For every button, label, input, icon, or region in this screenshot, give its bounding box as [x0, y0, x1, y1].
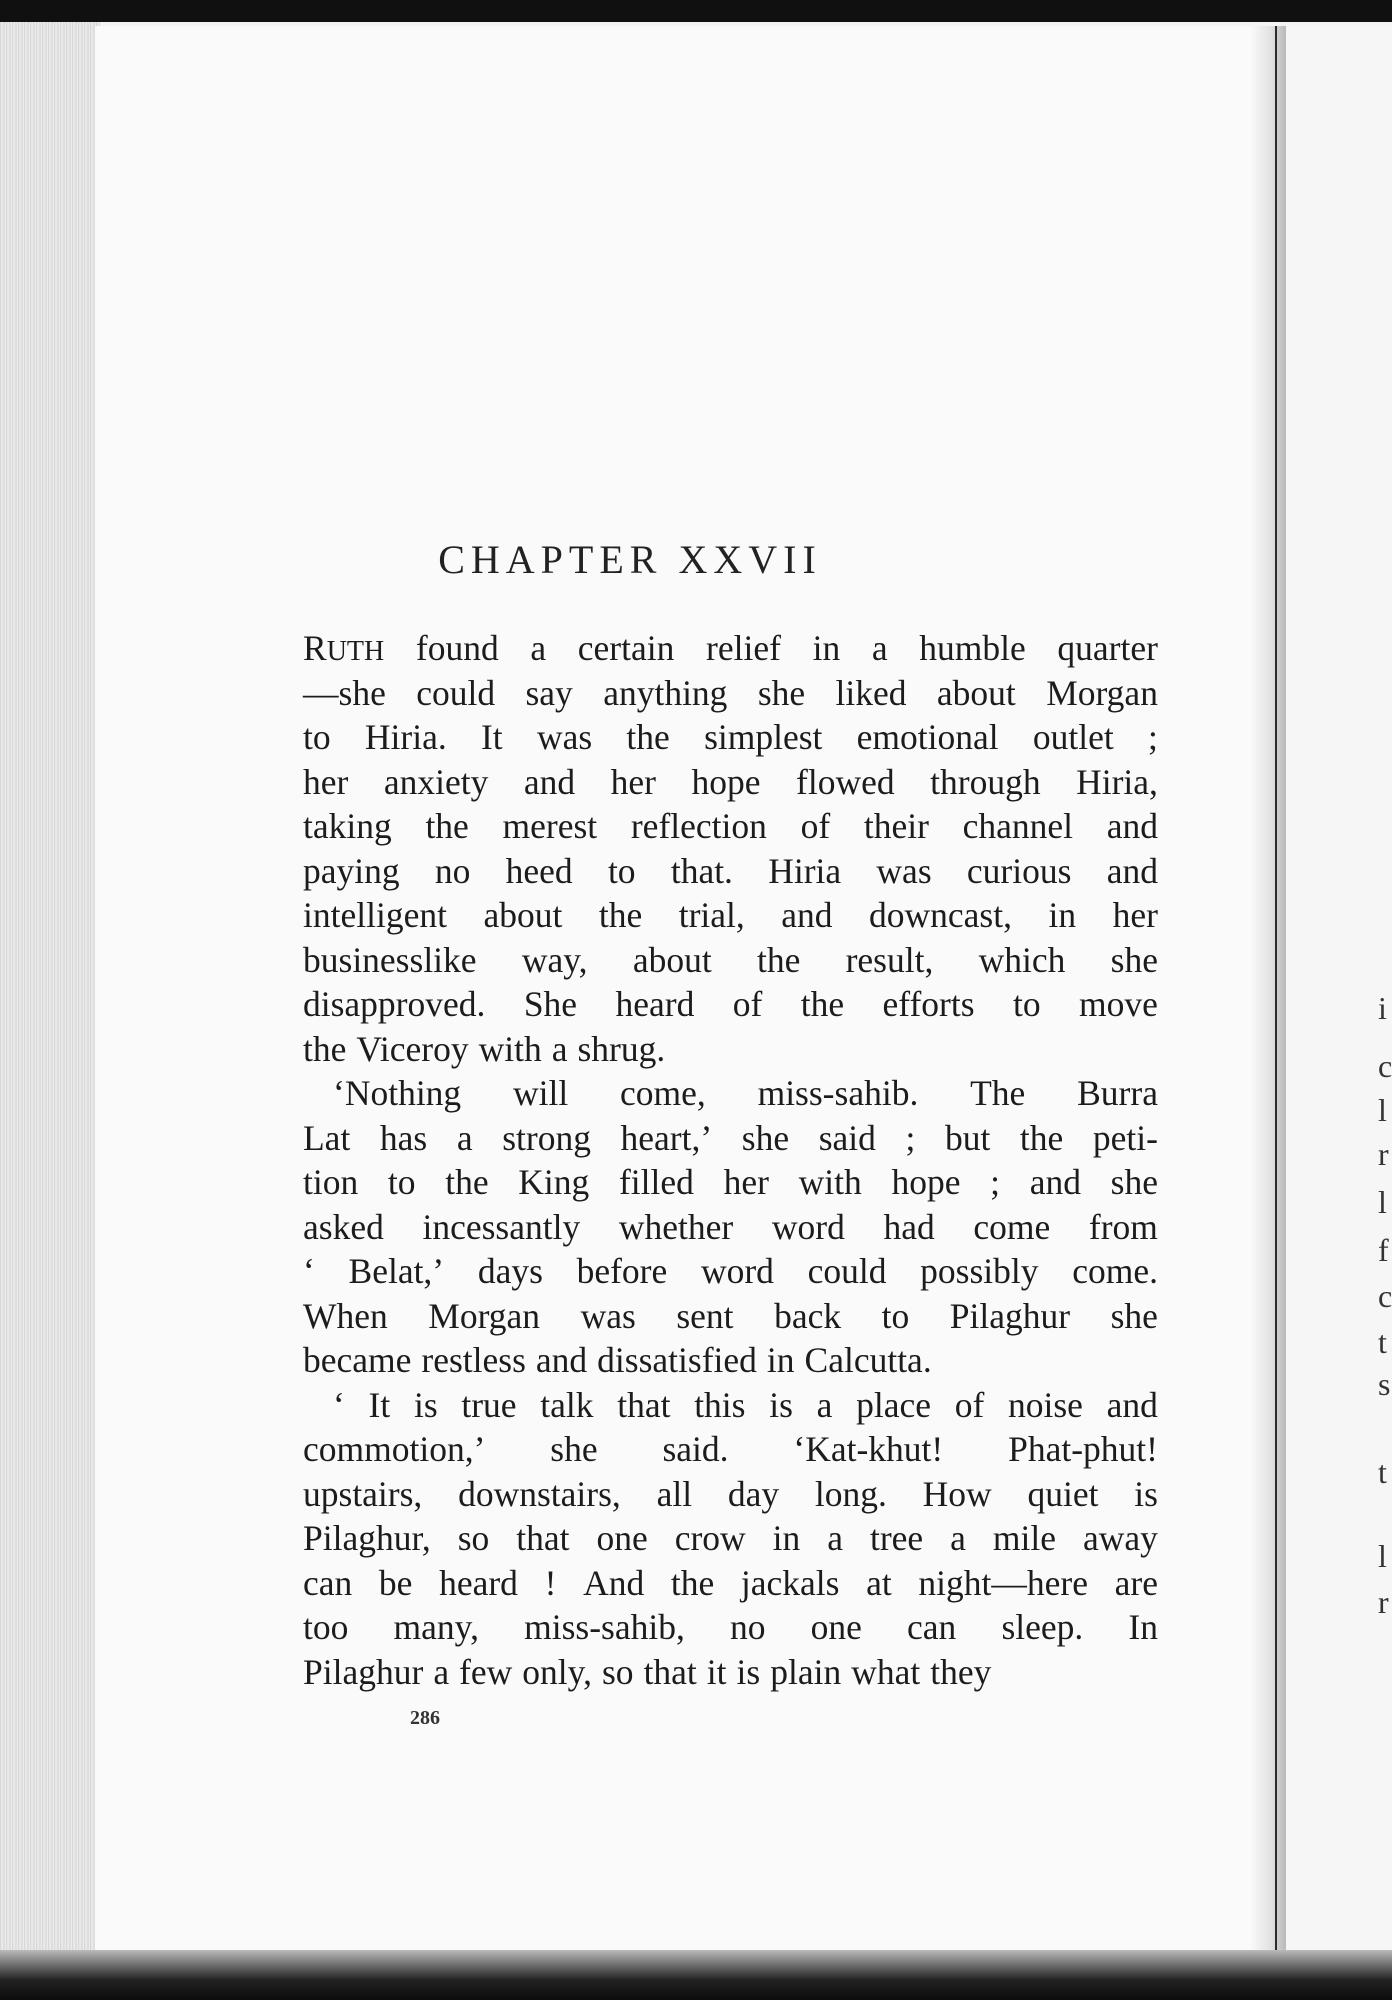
- text-line: commotion,’ she said. ‘Kat-khut! Phat-phut!: [303, 1429, 1158, 1469]
- right-page-fragment: c: [1378, 1278, 1392, 1314]
- text-line: ‘ It is true talk that this is a place of noise and: [333, 1384, 1158, 1425]
- right-page: [1278, 26, 1392, 1966]
- text-line: to Hiria. It was the simplest emotional outlet ;: [303, 717, 1158, 757]
- body-text: [303, 626, 1158, 1694]
- right-page-fragment: f: [1378, 1232, 1389, 1268]
- right-page-fragment: s: [1378, 1366, 1391, 1402]
- text-line: became restless and dissatisfied in Calcutta.: [303, 1340, 932, 1380]
- right-page-fragment: l: [1378, 1092, 1387, 1128]
- text-line: disapproved. She heard of the efforts to move: [303, 984, 1158, 1024]
- text-line: When Morgan was sent back to Pilaghur she: [303, 1295, 1158, 1336]
- scan-top-border: [0, 0, 1392, 24]
- text-line: RUTH found a certain relief in a humble quarter: [303, 628, 1158, 668]
- right-page-fragment: l: [1378, 1184, 1387, 1220]
- page-number: 286: [410, 1707, 440, 1729]
- right-page-fragment: t: [1378, 1454, 1387, 1490]
- text-line: Lat has a strong heart,’ she said ; but the peti-: [303, 1117, 1158, 1158]
- text-line: Pilaghur, so that one crow in a tree a mile away: [303, 1518, 1158, 1558]
- right-page-fragment: t: [1378, 1324, 1387, 1360]
- right-page-fragment: r: [1378, 1136, 1389, 1172]
- text-line: asked incessantly whether word had come from: [303, 1206, 1158, 1247]
- text-line: businesslike way, about the result, which she: [303, 939, 1158, 980]
- page-edges: [0, 22, 100, 1972]
- chapter-title: CHAPTER XXVII: [438, 537, 822, 582]
- right-page-fragment: c: [1378, 1048, 1392, 1084]
- scan-bottom-shadow: [0, 1950, 1392, 2000]
- text-line: upstairs, downstairs, all day long. How quiet is: [303, 1473, 1158, 1514]
- text-line: intelligent about the trial, and downcast, in her: [303, 895, 1158, 935]
- text-line: her anxiety and her hope flowed through Hiria,: [303, 761, 1158, 802]
- text-line: ‘Nothing will come, miss-sahib. The Burra: [333, 1073, 1158, 1113]
- text-line: the Viceroy with a shrug.: [303, 1028, 666, 1069]
- book-gutter: [1250, 26, 1286, 1966]
- right-page-fragment: r: [1378, 1584, 1389, 1620]
- text-line: —she could say anything she liked about Morgan: [303, 672, 1158, 713]
- text-line: can be heard ! And the jackals at night—here are: [303, 1562, 1158, 1603]
- right-page-fragment: i: [1378, 990, 1387, 1026]
- text-line: paying no heed to that. Hiria was curious and: [303, 850, 1158, 891]
- text-line: Pilaghur a few only, so that it is plain what they: [303, 1651, 992, 1692]
- text-line: taking the merest reflection of their channel and: [303, 806, 1158, 846]
- text-line: tion to the King filled her with hope ; and she: [303, 1162, 1158, 1202]
- right-page-fragment: l: [1378, 1538, 1387, 1574]
- text-line: too many, miss-sahib, no one can sleep. In: [303, 1607, 1158, 1647]
- text-line: ‘ Belat,’ days before word could possibly come.: [303, 1251, 1158, 1291]
